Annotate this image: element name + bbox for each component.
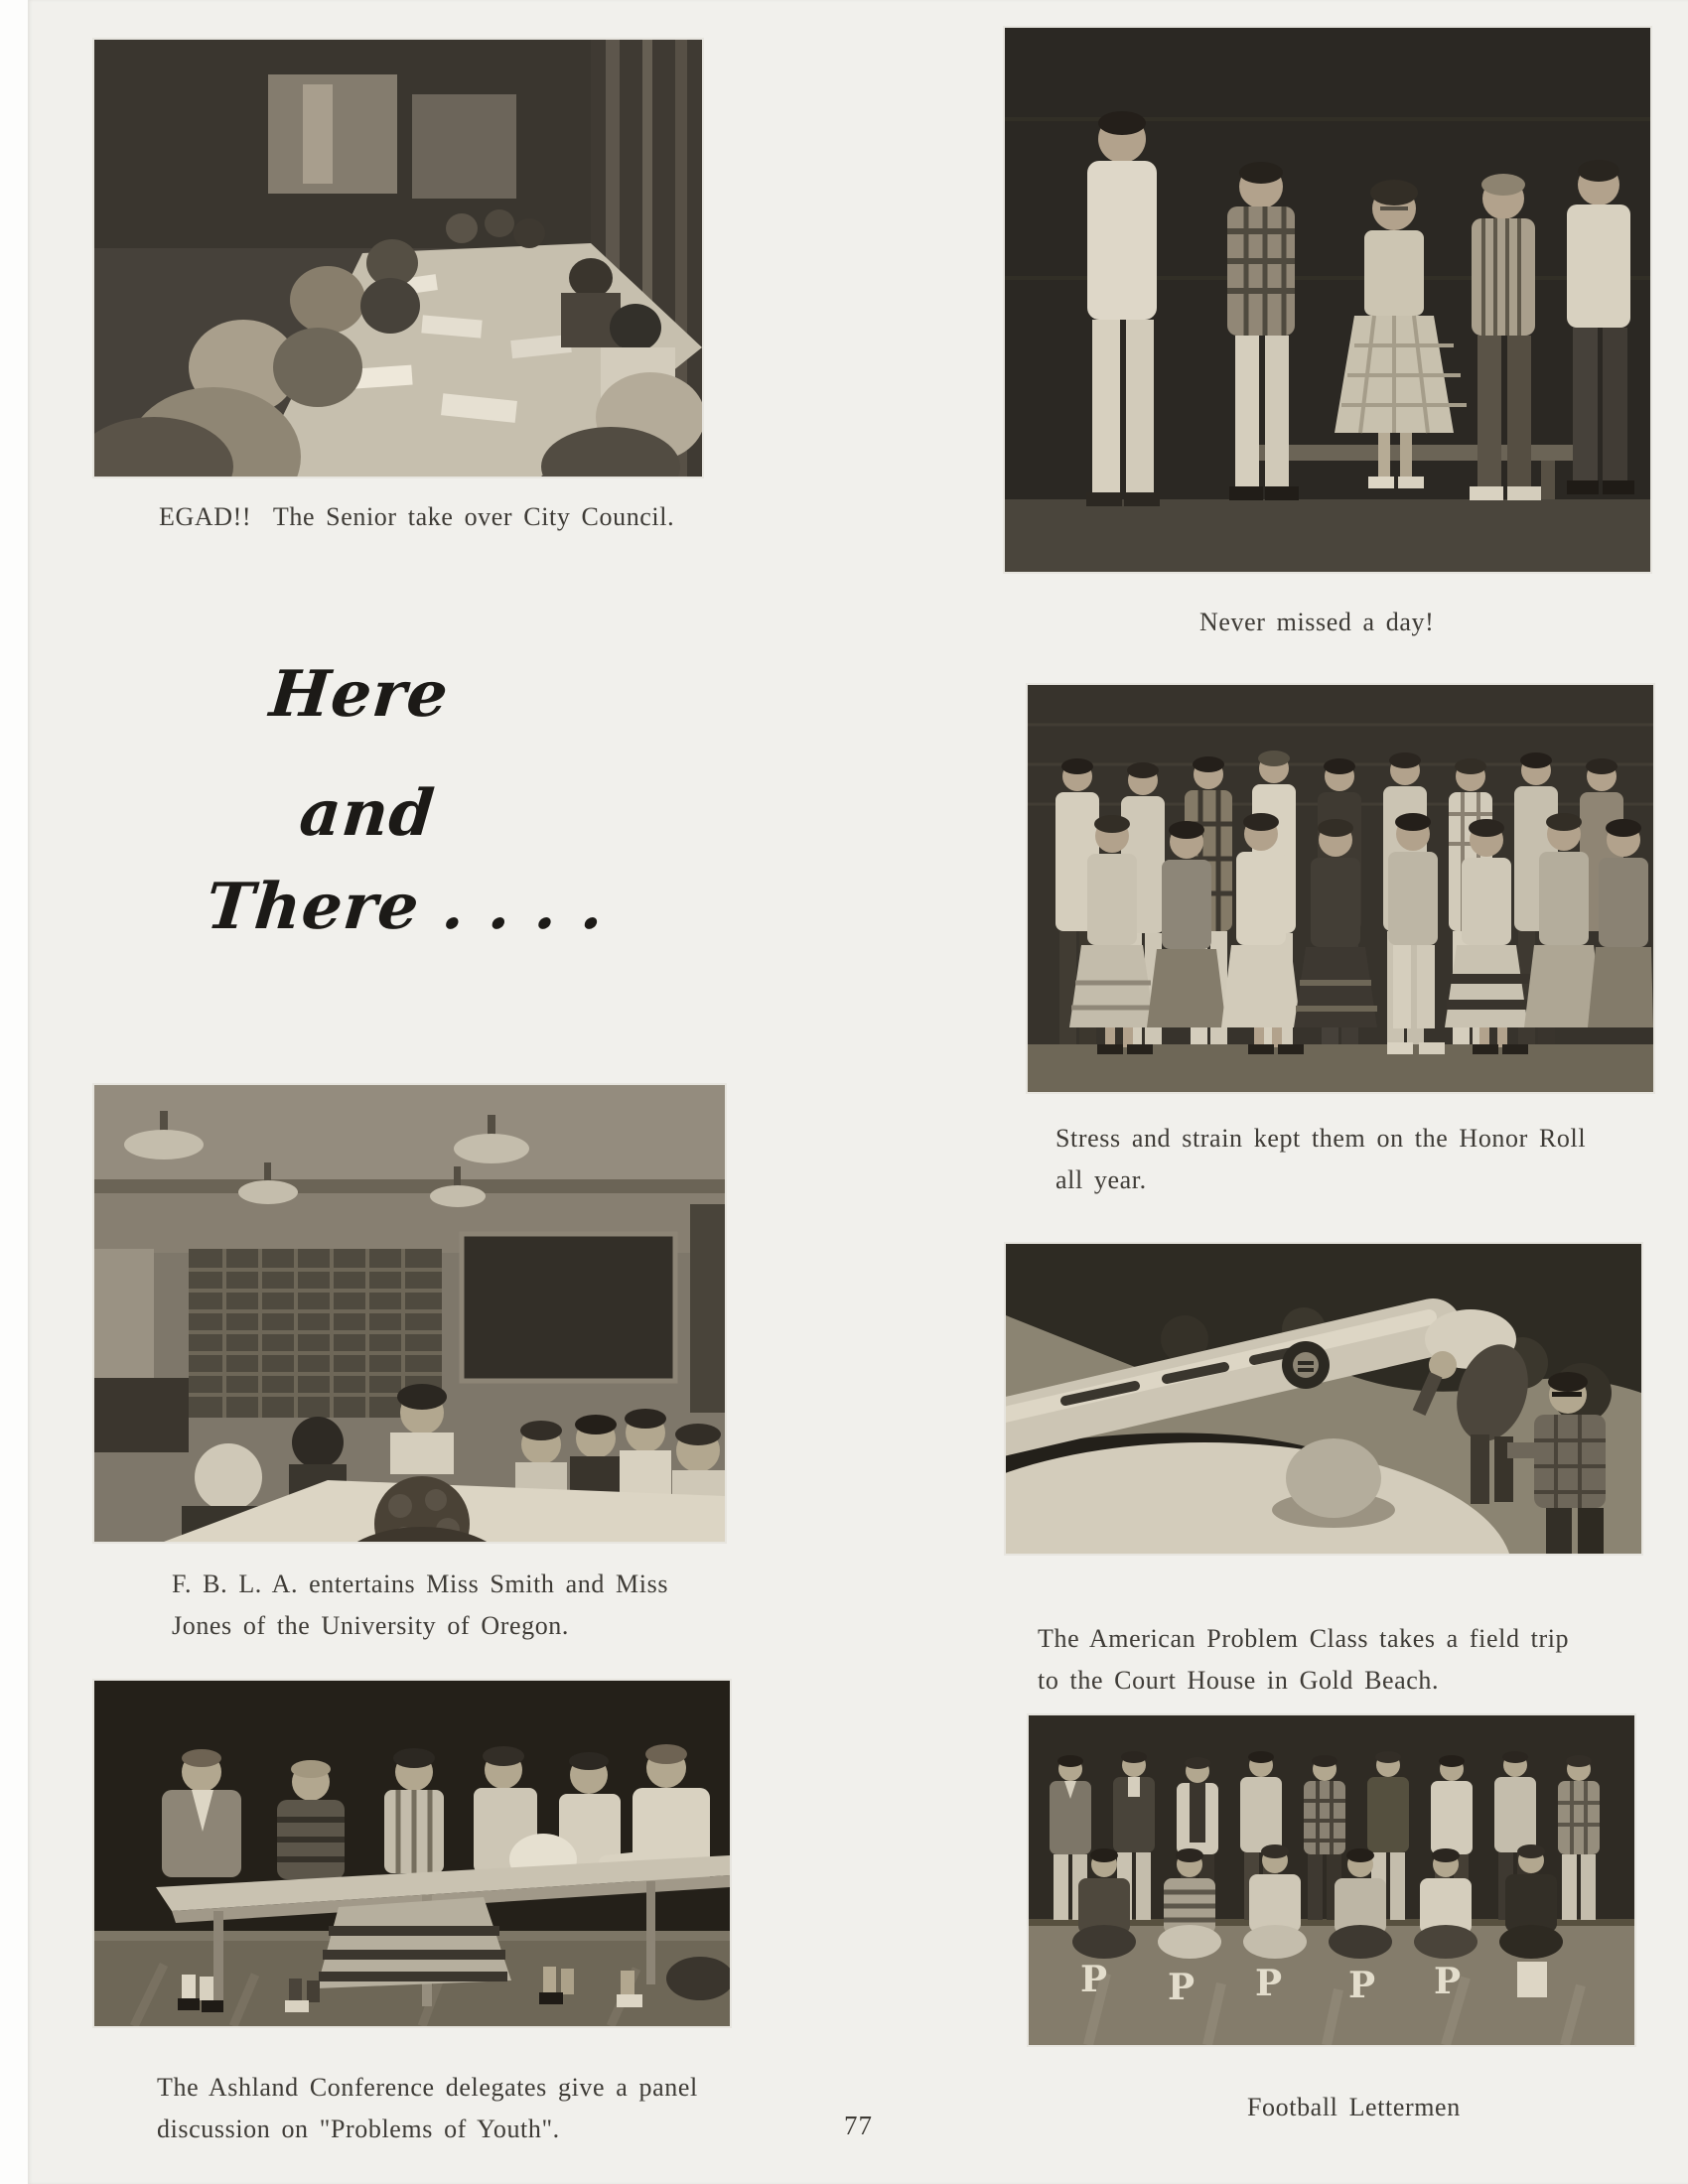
svg-text:P: P bbox=[1434, 1961, 1462, 2002]
heading-line-here: Here bbox=[266, 657, 452, 732]
photo-honor-roll bbox=[1028, 685, 1653, 1092]
city-council-photo-illustration bbox=[94, 40, 702, 477]
photo-ashland-panel bbox=[94, 1681, 730, 2026]
svg-text:P: P bbox=[1168, 1967, 1196, 2008]
caption-fbla: F. B. L. A. entertains Miss Smith and Miss Jones of the University of Oregon. bbox=[172, 1570, 680, 1640]
photo-perfect-attendance bbox=[1005, 28, 1650, 572]
photo-city-council bbox=[94, 40, 702, 477]
photo-court-house-trip bbox=[1006, 1244, 1641, 1554]
caption-ashland: The Ashland Conference delegates give a panel discussion on "Problems of Youth". bbox=[157, 2073, 709, 2143]
fbla-photo-illustration bbox=[94, 1085, 725, 1542]
svg-text:P: P bbox=[1348, 1965, 1376, 2006]
honor-roll-photo-illustration bbox=[1028, 685, 1653, 1092]
football-photo-illustration bbox=[1029, 1715, 1634, 2045]
heading-line-and: and bbox=[296, 776, 439, 851]
heading-line-there: There . . . . bbox=[203, 870, 608, 944]
svg-text:P: P bbox=[1255, 1963, 1283, 2004]
photo-football-lettermen bbox=[1029, 1715, 1634, 2045]
ashland-photo-illustration bbox=[94, 1681, 730, 2026]
caption-never-missed: Never missed a day! bbox=[1199, 608, 1435, 636]
court-house-photo-illustration bbox=[1006, 1244, 1641, 1554]
photo-fbla bbox=[94, 1085, 725, 1542]
caption-football: Football Lettermen bbox=[1247, 2093, 1461, 2121]
svg-text:P: P bbox=[1080, 1959, 1108, 2000]
page-number: 77 bbox=[844, 2111, 873, 2140]
caption-city-council: EGAD!! The Senior take over City Council. bbox=[159, 502, 675, 531]
caption-court-house: The American Problem Class takes a field trip to the Court House in Gold Beach. bbox=[1038, 1624, 1581, 1695]
caption-honor-roll: Stress and strain kept them on the Honor Roll all year. bbox=[1055, 1124, 1598, 1194]
perfect-attendance-photo-illustration bbox=[1005, 28, 1650, 572]
